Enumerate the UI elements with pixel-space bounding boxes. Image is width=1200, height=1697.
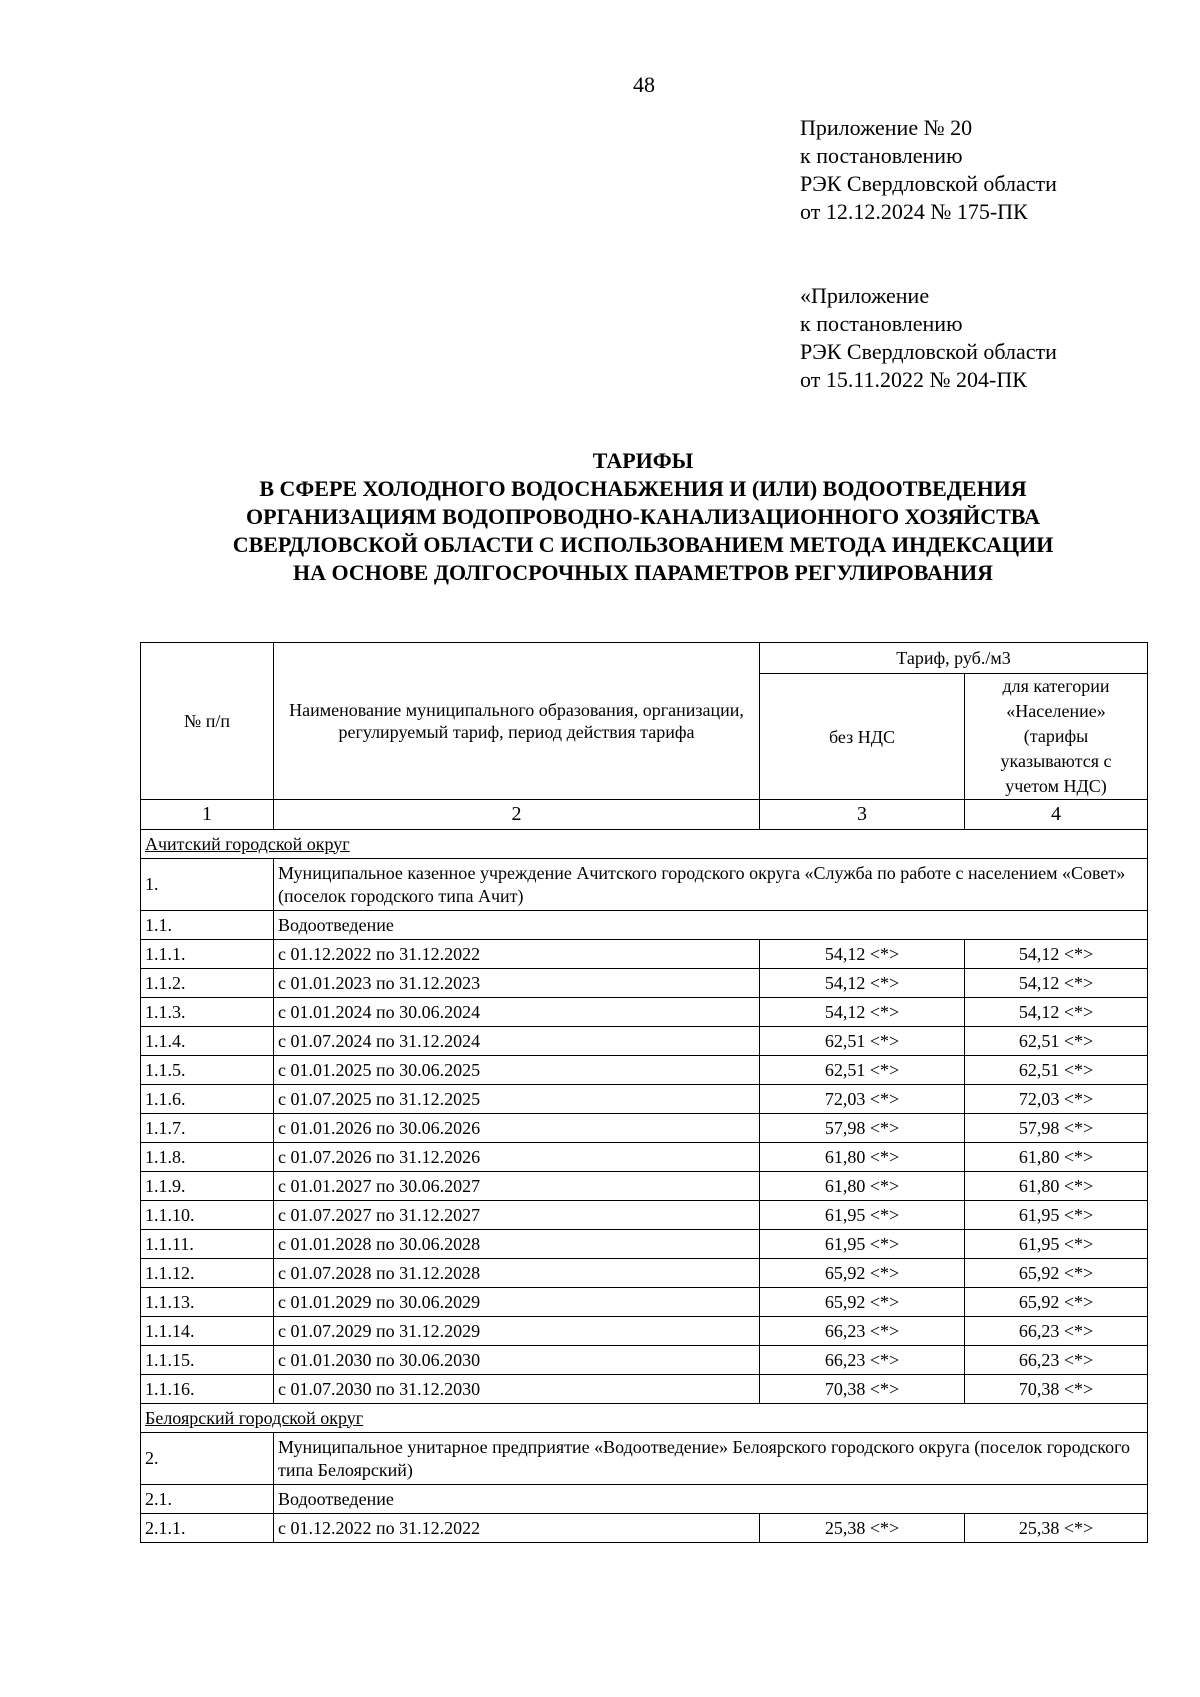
row-number: 1.1.15. bbox=[141, 1346, 274, 1375]
header-no-vat: без НДС bbox=[760, 674, 965, 800]
appendix-old-line: от 15.11.2022 № 204-ПК bbox=[800, 367, 1027, 392]
table-row bbox=[141, 1259, 1148, 1288]
tariff-population: 54,12 <*> bbox=[965, 940, 1148, 969]
organization-name: Муниципальное казенное учреждение Ачитского городского округа «Служба по работе с населением «Совет» (поселок городского типа Ачит) bbox=[274, 859, 1148, 911]
appendix-old-line: к постановлению bbox=[800, 311, 963, 336]
tariff-no-vat: 70,38 <*> bbox=[760, 1375, 965, 1404]
row-period: с 01.07.2024 по 31.12.2024 bbox=[274, 1027, 760, 1056]
tariff-population: 61,80 <*> bbox=[965, 1143, 1148, 1172]
appendix-new-reference bbox=[800, 114, 1057, 226]
tariff-no-vat: 54,12 <*> bbox=[760, 969, 965, 998]
tariff-population: 62,51 <*> bbox=[965, 1056, 1148, 1085]
header-tariff: Тариф, руб./м3 bbox=[760, 643, 1148, 674]
tariff-no-vat: 65,92 <*> bbox=[760, 1259, 965, 1288]
row-number: 2.1.1. bbox=[141, 1514, 274, 1543]
row-period: с 01.01.2028 по 30.06.2028 bbox=[274, 1230, 760, 1259]
tariff-population: 66,23 <*> bbox=[965, 1317, 1148, 1346]
table-row bbox=[141, 1085, 1148, 1114]
organization-number: 1. bbox=[141, 859, 274, 911]
row-period: с 01.07.2029 по 31.12.2029 bbox=[274, 1317, 760, 1346]
tariff-population: 61,95 <*> bbox=[965, 1201, 1148, 1230]
tariff-population: 70,38 <*> bbox=[965, 1375, 1148, 1404]
tariff-no-vat: 72,03 <*> bbox=[760, 1085, 965, 1114]
title-line: В СФЕРЕ ХОЛОДНОГО ВОДОСНАБЖЕНИЯ И (ИЛИ) ВОДООТВЕДЕНИЯ bbox=[259, 476, 1027, 501]
tariff-population: 66,23 <*> bbox=[965, 1346, 1148, 1375]
table-row bbox=[141, 1056, 1148, 1085]
row-period: с 01.01.2029 по 30.06.2029 bbox=[274, 1288, 760, 1317]
table-row bbox=[141, 998, 1148, 1027]
document-title bbox=[140, 447, 1146, 587]
tariff-table bbox=[140, 642, 1148, 1543]
header-num: № п/п bbox=[141, 643, 274, 800]
tariff-population: 65,92 <*> bbox=[965, 1259, 1148, 1288]
service-row bbox=[141, 911, 1148, 940]
row-number: 1.1.14. bbox=[141, 1317, 274, 1346]
municipality-row bbox=[141, 830, 1148, 859]
tariff-table-body bbox=[141, 830, 1148, 1543]
municipality-name: Белоярский городской округ bbox=[141, 1404, 1148, 1433]
tariff-no-vat: 57,98 <*> bbox=[760, 1114, 965, 1143]
service-number: 2.1. bbox=[141, 1485, 274, 1514]
row-period: с 01.01.2025 по 30.06.2025 bbox=[274, 1056, 760, 1085]
row-period: с 01.01.2027 по 30.06.2027 bbox=[274, 1172, 760, 1201]
tariff-no-vat: 65,92 <*> bbox=[760, 1288, 965, 1317]
table-row bbox=[141, 1288, 1148, 1317]
row-number: 1.1.16. bbox=[141, 1375, 274, 1404]
row-number: 1.1.1. bbox=[141, 940, 274, 969]
row-period: с 01.01.2024 по 30.06.2024 bbox=[274, 998, 760, 1027]
organization-row bbox=[141, 1433, 1148, 1485]
row-period: с 01.07.2025 по 31.12.2025 bbox=[274, 1085, 760, 1114]
header-population: для категории «Население» (тарифы указываются с учетом НДС) bbox=[965, 674, 1148, 800]
row-period: с 01.01.2026 по 30.06.2026 bbox=[274, 1114, 760, 1143]
row-period: с 01.07.2030 по 31.12.2030 bbox=[274, 1375, 760, 1404]
row-period: с 01.07.2026 по 31.12.2026 bbox=[274, 1143, 760, 1172]
table-row bbox=[141, 1172, 1148, 1201]
appendix-old-reference bbox=[800, 282, 1057, 394]
tariff-population: 72,03 <*> bbox=[965, 1085, 1148, 1114]
appendix-new-line: РЭК Свердловской области bbox=[800, 171, 1057, 196]
row-number: 1.1.4. bbox=[141, 1027, 274, 1056]
row-number: 1.1.8. bbox=[141, 1143, 274, 1172]
tariff-no-vat: 61,80 <*> bbox=[760, 1172, 965, 1201]
table-row bbox=[141, 1230, 1148, 1259]
service-name: Водоотведение bbox=[274, 1485, 1148, 1514]
tariff-no-vat: 61,95 <*> bbox=[760, 1230, 965, 1259]
row-period: с 01.12.2022 по 31.12.2022 bbox=[274, 940, 760, 969]
row-number: 1.1.11. bbox=[141, 1230, 274, 1259]
tariff-no-vat: 66,23 <*> bbox=[760, 1317, 965, 1346]
appendix-old-line: РЭК Свердловской области bbox=[800, 339, 1057, 364]
municipality-row bbox=[141, 1404, 1148, 1433]
table-row bbox=[141, 1027, 1148, 1056]
appendix-old-line: «Приложение bbox=[800, 283, 930, 308]
tariff-no-vat: 61,95 <*> bbox=[760, 1201, 965, 1230]
row-number: 1.1.6. bbox=[141, 1085, 274, 1114]
table-row bbox=[141, 1514, 1148, 1543]
column-number: 1 bbox=[141, 800, 274, 830]
row-number: 1.1.9. bbox=[141, 1172, 274, 1201]
organization-name: Муниципальное унитарное предприятие «Водоотведение» Белоярского городского округа (поселок городского типа Белоярский) bbox=[274, 1433, 1148, 1485]
row-number: 1.1.12. bbox=[141, 1259, 274, 1288]
appendix-new-line: к постановлению bbox=[800, 143, 963, 168]
row-period: с 01.07.2027 по 31.12.2027 bbox=[274, 1201, 760, 1230]
title-line: ОРГАНИЗАЦИЯМ ВОДОПРОВОДНО-КАНАЛИЗАЦИОННОГО ХОЗЯЙСТВА bbox=[246, 504, 1040, 529]
table-row bbox=[141, 1346, 1148, 1375]
row-period: с 01.07.2028 по 31.12.2028 bbox=[274, 1259, 760, 1288]
row-number: 1.1.13. bbox=[141, 1288, 274, 1317]
title-line: НА ОСНОВЕ ДОЛГОСРОЧНЫХ ПАРАМЕТРОВ РЕГУЛИРОВАНИЯ bbox=[292, 560, 993, 585]
appendix-new-line: Приложение № 20 bbox=[800, 115, 973, 140]
tariff-no-vat: 61,80 <*> bbox=[760, 1143, 965, 1172]
tariff-population: 61,80 <*> bbox=[965, 1172, 1148, 1201]
table-row bbox=[141, 1114, 1148, 1143]
service-number: 1.1. bbox=[141, 911, 274, 940]
tariff-population: 61,95 <*> bbox=[965, 1230, 1148, 1259]
column-number: 4 bbox=[965, 800, 1148, 830]
tariff-no-vat: 62,51 <*> bbox=[760, 1056, 965, 1085]
appendix-new-line: от 12.12.2024 № 175-ПК bbox=[800, 199, 1028, 224]
row-period: с 01.12.2022 по 31.12.2022 bbox=[274, 1514, 760, 1543]
organization-row bbox=[141, 859, 1148, 911]
service-name: Водоотведение bbox=[274, 911, 1148, 940]
tariff-no-vat: 66,23 <*> bbox=[760, 1346, 965, 1375]
row-number: 1.1.5. bbox=[141, 1056, 274, 1085]
municipality-name: Ачитский городской округ bbox=[141, 830, 1148, 859]
row-number: 1.1.10. bbox=[141, 1201, 274, 1230]
table-row bbox=[141, 1317, 1148, 1346]
tariff-population: 54,12 <*> bbox=[965, 998, 1148, 1027]
column-number: 2 bbox=[274, 800, 760, 830]
table-row bbox=[141, 1201, 1148, 1230]
tariff-population: 65,92 <*> bbox=[965, 1288, 1148, 1317]
row-number: 1.1.2. bbox=[141, 969, 274, 998]
table-row bbox=[141, 1375, 1148, 1404]
row-number: 1.1.7. bbox=[141, 1114, 274, 1143]
tariff-population: 57,98 <*> bbox=[965, 1114, 1148, 1143]
page-number: 48 bbox=[633, 72, 655, 97]
row-number: 1.1.3. bbox=[141, 998, 274, 1027]
row-period: с 01.01.2023 по 31.12.2023 bbox=[274, 969, 760, 998]
tariff-no-vat: 62,51 <*> bbox=[760, 1027, 965, 1056]
tariff-population: 62,51 <*> bbox=[965, 1027, 1148, 1056]
table-row bbox=[141, 940, 1148, 969]
organization-number: 2. bbox=[141, 1433, 274, 1485]
tariff-population: 54,12 <*> bbox=[965, 969, 1148, 998]
table-row bbox=[141, 969, 1148, 998]
tariff-population: 25,38 <*> bbox=[965, 1514, 1148, 1543]
service-row bbox=[141, 1485, 1148, 1514]
tariff-no-vat: 25,38 <*> bbox=[760, 1514, 965, 1543]
row-period: с 01.01.2030 по 30.06.2030 bbox=[274, 1346, 760, 1375]
header-name: Наименование муниципального образования, организации, регулируемый тариф, период действия тарифа bbox=[274, 643, 760, 800]
table-row bbox=[141, 1143, 1148, 1172]
tariff-no-vat: 54,12 <*> bbox=[760, 940, 965, 969]
title-line: СВЕРДЛОВСКОЙ ОБЛАСТИ С ИСПОЛЬЗОВАНИЕМ МЕТОДА ИНДЕКСАЦИИ bbox=[232, 532, 1054, 557]
tariff-no-vat: 54,12 <*> bbox=[760, 998, 965, 1027]
title-line: ТАРИФЫ bbox=[592, 448, 694, 473]
column-number: 3 bbox=[760, 800, 965, 830]
